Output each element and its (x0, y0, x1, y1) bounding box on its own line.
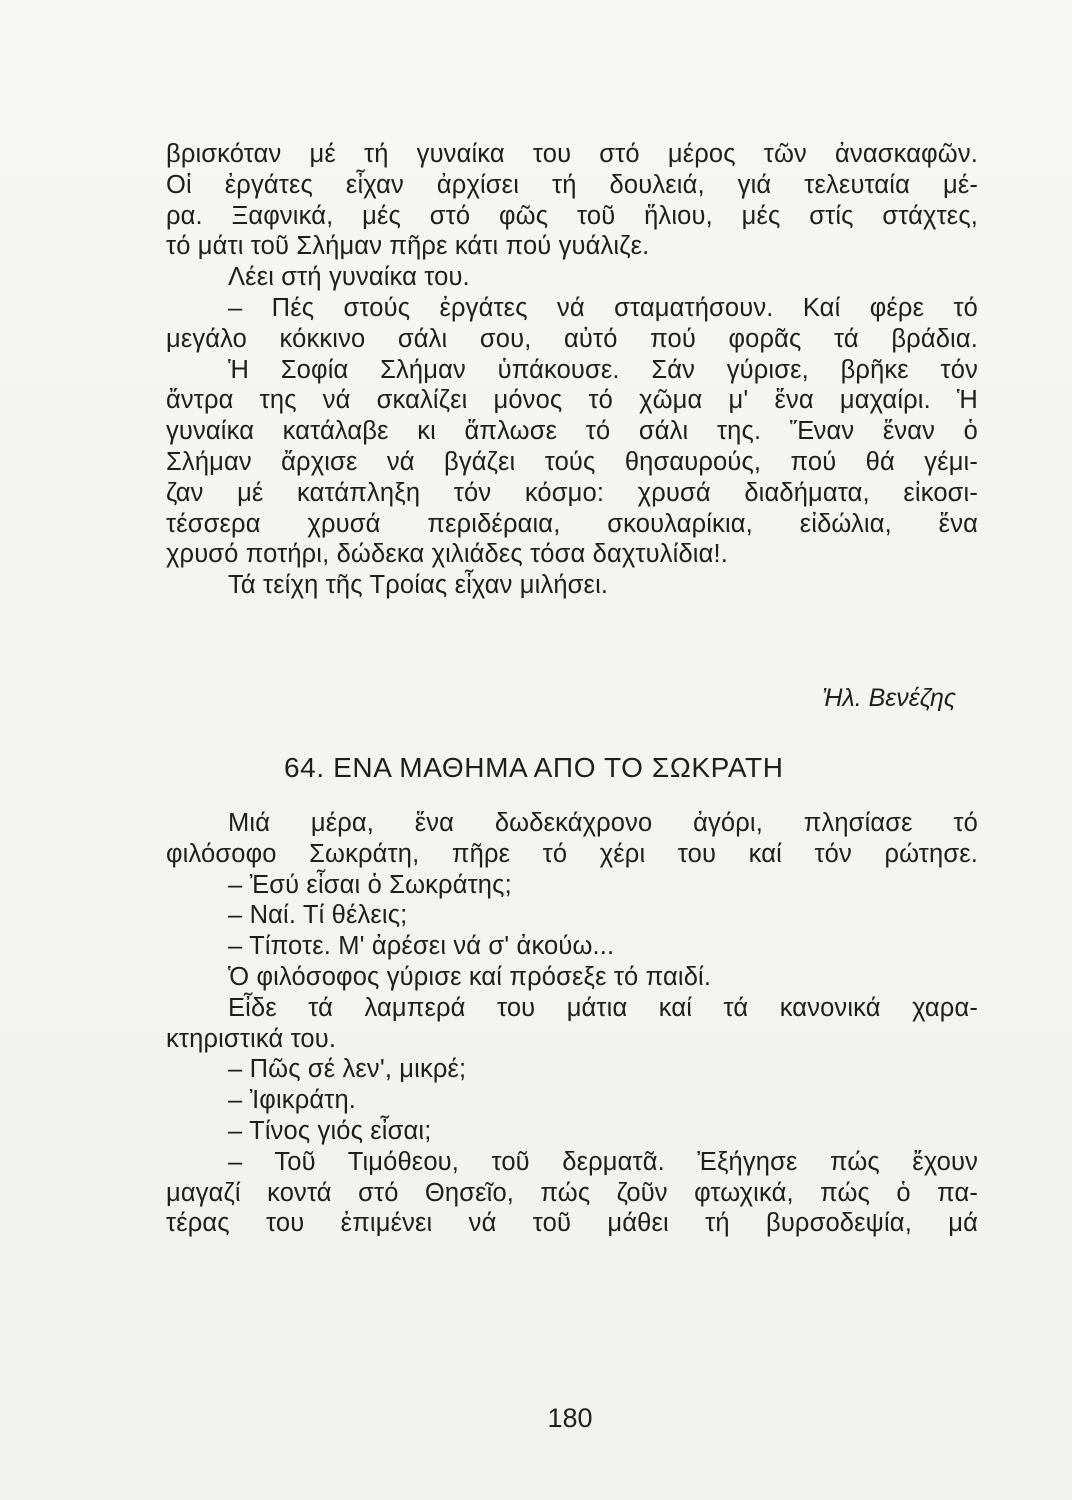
section-title: 64. ΕΝΑ ΜΑΘΗΜΑ ΑΠΟ ΤΟ ΣΩΚΡΑΤΗ (284, 752, 784, 783)
text-line: κτηριστικά του. (166, 1024, 337, 1053)
dialogue-line: – Τίποτε. Μ' ἀρέσει νά σ' ἀκούω... (228, 932, 615, 961)
text-line: Ἡ Σοφία Σλήμαν ὑπάκουσε. Σάν γύρισε, βρῆκε τόν (228, 355, 978, 384)
text-line: Τά τείχη τῆς Τροίας εἶχαν μιλήσει. (228, 571, 609, 600)
dialogue-line: – Τοῦ Τιμόθεου, τοῦ δερματᾶ. Ἐξήγησε πώς ἔχουν (228, 1147, 978, 1176)
dialogue-line: – Πῶς σέ λεν', μικρέ; (228, 1055, 467, 1084)
text-line: βρισκόταν μέ τή γυναίκα του στό μέρος τῶν ἀνασκαφῶν. (166, 140, 978, 168)
text-line: τέρας του ἐπιμένει νά τοῦ μάθει τή βυρσοδεψία, μά (166, 1209, 978, 1238)
text-line: χρυσό ποτήρι, δώδεκα χιλιάδες τόσα δαχτυλίδια!. (166, 540, 728, 569)
text-line: τό μάτι τοῦ Σλήμαν πῆρε κάτι πού γυάλιζε. (166, 232, 650, 261)
text-line: ρα. Ξαφνικά, μές στό φῶς τοῦ ἥλιου, μές στίς στάχτες, (166, 201, 978, 230)
author-signature: Ἠλ. Βενέζης (821, 684, 956, 712)
text-line: Σλήμαν ἄρχισε νά βγάζει τούς θησαυρούς, πού θά γέμι- (166, 447, 978, 476)
text-block-socrates (166, 808, 978, 1239)
text-line: Μιά μέρα, ἕνα δωδεκάχρονο ἀγόρι, πλησίασε τό (228, 809, 978, 837)
dialogue-line: – Ἰφικράτη. (228, 1086, 357, 1115)
dialogue-line: – Πές στούς ἐργάτες νά σταματήσουν. Καί φέρε τό (228, 293, 978, 322)
text-line: τέσσερα χρυσά περιδέραια, σκουλαρίκια, εἰδώλια, ἕνα (166, 509, 978, 538)
text-line: γυναίκα κατάλαβε κι ἅπλωσε τό σάλι της. Ἕναν ἕναν ὁ (166, 417, 978, 446)
text-line: μαγαζί κοντά στό Θησεῖο, πώς ζοῦν φτωχικά, πώς ὁ πα- (166, 1178, 978, 1207)
dialogue-line: – Ναί. Τί θέλεις; (228, 901, 408, 930)
text-line: φιλόσοφο Σωκράτη, πῆρε τό χέρι του καί τόν ρώτησε. (166, 839, 978, 868)
text-line: μεγάλο κόκκινο σάλι σου, αὐτό πού φορᾶς τά βράδια. (166, 324, 978, 353)
dialogue-line: – Ἐσύ εἶσαι ὁ Σωκράτης; (228, 870, 512, 899)
page-number: 180 (547, 1403, 593, 1433)
text-line: Εἶδε τά λαμπερά του μάτια καί τά κανονικά χαρα- (228, 993, 978, 1022)
text-line: Λέει στή γυναίκα του. (228, 263, 470, 292)
text-block-venezis (166, 139, 978, 601)
text-line: Ὁ φιλόσοφος γύρισε καί πρόσεξε τό παιδί. (228, 962, 712, 991)
text-line: Οἱ ἐργάτες εἶχαν ἀρχίσει τή δουλειά, γιά τελευταία μέ- (166, 170, 978, 199)
text-line: ζαν μέ κατάπληξη τόν κόσμο: χρυσά διαδήματα, εἰκοσι- (166, 478, 978, 507)
text-line: ἄντρα της νά σκαλίζει μόνος τό χῶμα μ' ἕνα μαχαίρι. Ἡ (166, 386, 978, 415)
dialogue-line: – Τίνος γιός εἶσαι; (228, 1116, 432, 1145)
